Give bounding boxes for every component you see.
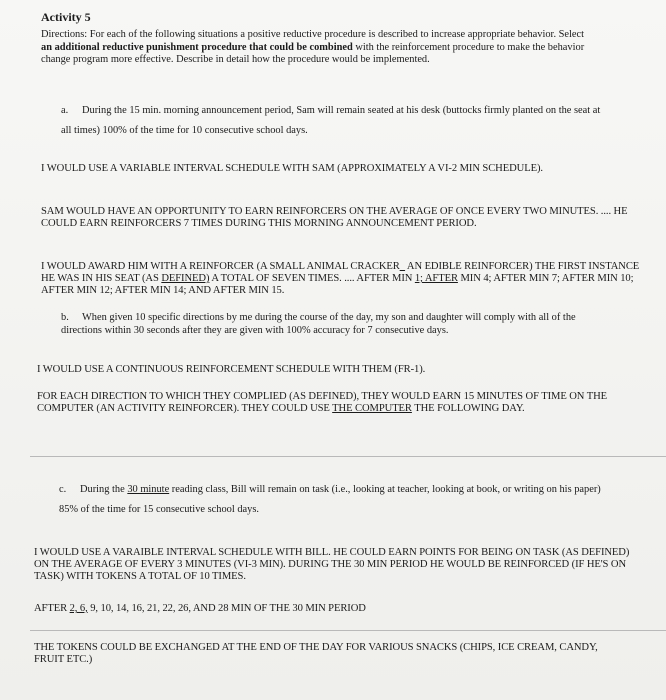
item-c-text-1: During the bbox=[80, 484, 128, 495]
item-a bbox=[61, 101, 606, 141]
item-b-text: When given 10 specific directions by me during the course of the day, my son and daughter will comply with all of the directions within 30 seconds after they are given with 100% accuracy for 7 consecutive days. bbox=[61, 312, 576, 336]
answer-a-schedule: I WOULD USE A VARIABLE INTERVAL SCHEDULE WITH SAM (APPROXIMATELY A VI-2 MIN SCHEDULE). bbox=[41, 163, 543, 174]
answer-c-schedule: I WOULD USE A VARAIBLE INTERVAL SCHEDULE WITH BILL. HE COULD EARN POINTS FOR BEING ON TASK (AS DEFINED) ON THE AVERAGE OF EVERY 3 MINUTES (VI-3 MIN). DURING THE 30 MIN PERIOD HE WOULD BE REINFORCED (IF HE'S ON TASK) WITH TOKENS A TOTAL OF 10 TIMES. bbox=[34, 547, 630, 582]
answer-a-opportunity: SAM WOULD HAVE AN OPPORTUNITY TO EARN REINFORCERS ON THE AVERAGE OF ONCE EVERY TWO MINUTES. .... HE COULD EARN REINFORCERS 7 TIMES DURING THIS MORNING ANNOUNCEMENT PERIOD. bbox=[41, 206, 628, 229]
activity-title: Activity 5 bbox=[41, 10, 91, 24]
answer-a3-text-3: A TOTAL OF SEVEN TIMES. .... AFTER MIN bbox=[209, 273, 415, 284]
answer-b2-underline: THE COMPUTER bbox=[332, 403, 412, 414]
directions-text-2: with the reinforcement procedure to make the behavior change program more effective. Describe in detail how the procedure would be implemented. bbox=[41, 41, 585, 65]
item-a-text: During the 15 min. morning announcement period, Sam will remain seated at his desk (buttocks firmly planted on the seat at all times) 100% of the time for 10 consecutive school days. bbox=[61, 105, 601, 136]
answer-a3-underline-3: 1; AFTER bbox=[414, 273, 458, 284]
directions-paragraph bbox=[41, 29, 596, 67]
item-b-letter: b. bbox=[61, 312, 69, 323]
answer-b-schedule: I WOULD USE A CONTINUOUS REINFORCEMENT SCHEDULE WITH THEM (FR-1). bbox=[37, 364, 426, 375]
answer-c-times bbox=[34, 603, 634, 615]
item-c-letter: c. bbox=[59, 484, 67, 495]
section-divider-2 bbox=[30, 630, 666, 631]
answer-c-tokens: THE TOKENS COULD BE EXCHANGED AT THE END OF THE DAY FOR VARIOUS SNACKS (CHIPS, ICE CREAM, CANDY, FRUIT ETC.) bbox=[34, 642, 598, 665]
answer-a-reinforcer bbox=[41, 261, 641, 297]
item-a-letter: a. bbox=[61, 105, 69, 116]
answer-a3-underline-2: DEFINED) bbox=[161, 273, 210, 284]
directions-bold-text: an additional reductive punishment procedure that could be combined bbox=[41, 41, 353, 53]
directions-label: Directions: bbox=[41, 29, 88, 40]
item-c-text-2: reading class, Bill will remain on task (i.e., looking at teacher, looking at book, or writing on his paper) 85% of the time for 15 consecutive school days. bbox=[59, 484, 601, 515]
answer-c2-underline: 2, 6, bbox=[69, 603, 88, 614]
section-divider bbox=[30, 456, 666, 457]
item-c-underline: 30 minute bbox=[127, 484, 170, 495]
directions-text-1: For each of the following situations a positive reductive procedure is described to increase appropriate behavior. Select bbox=[87, 29, 585, 40]
answer-a3-text-1: I WOULD AWARD HIM WITH A REINFORCER (A SMALL ANIMAL CRACKER bbox=[41, 261, 400, 272]
answer-b2-text-2: THE FOLLOWING DAY. bbox=[411, 403, 525, 414]
answer-c2-text-1: AFTER bbox=[34, 603, 70, 614]
answer-a3-text-2: AN EDIBLE REINFORCER) THE FIRST INSTANCE HE WAS IN HIS SEAT (AS bbox=[41, 261, 640, 284]
answer-a3-text-4: MIN 4; AFTER MIN 7; AFTER MIN 10; AFTER MIN 12; AFTER MIN 14; AND AFTER MIN 15. bbox=[41, 273, 634, 296]
item-c bbox=[59, 480, 604, 520]
item-b bbox=[61, 311, 606, 337]
answer-a3-underline-1: _ bbox=[399, 261, 405, 272]
answer-b-reinforcer bbox=[37, 391, 637, 415]
answer-c2-text-2: 9, 10, 14, 16, 21, 22, 26, AND 28 MIN OF THE 30 MIN PERIOD bbox=[87, 603, 366, 614]
answer-b2-text-1: FOR EACH DIRECTION TO WHICH THEY COMPLIED (AS DEFINED), THEY WOULD EARN 15 MINUTES OF TIME ON THE COMPUTER (AN ACTIVITY REINFORCER). THEY COULD USE bbox=[37, 391, 608, 414]
